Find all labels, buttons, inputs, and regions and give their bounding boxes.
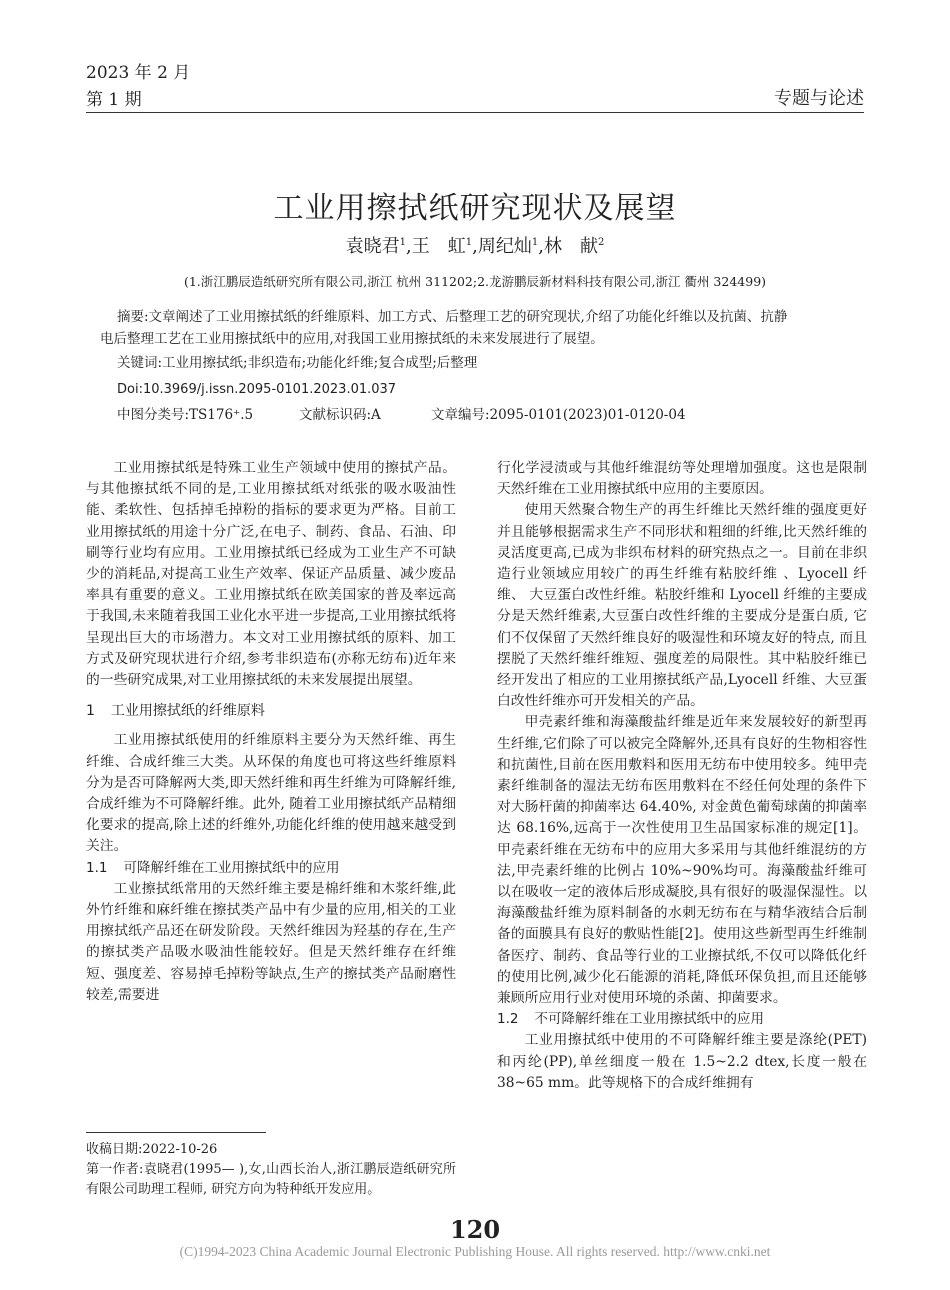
issue-number: 第 1 期 (86, 90, 142, 110)
author-name: 袁晓君 (345, 236, 400, 257)
received-date: 收稿日期:2022-10-26 (86, 1142, 218, 1157)
doi: Doi:10.3969/j.issn.2095-0101.2023.01.037 (117, 382, 397, 397)
abstract-line: 摘要:文章阐述了工业用擦拭纸的纤维原料、加工方式、后整理工艺的研究现状,介绍了功能化纤维以及抗菌、抗静 (117, 309, 788, 325)
subsection-number: 1.2 (497, 1011, 519, 1028)
section-label: 专题与论述 (774, 88, 864, 109)
subsection-title: 可降解纤维在工业用擦拭纸中的应用 (123, 859, 340, 876)
abstract-line: 电后整理工艺在工业用擦拭纸中的应用,对我国工业用擦拭纸的未来发展进行了展望。 (100, 331, 604, 347)
author-list: 袁晓君$^1$,王 虹$^1$,周纪灿$^1$,林 献$^2$ (345, 236, 605, 257)
subsection-heading (86, 858, 456, 879)
author-affil-mark: 1 (465, 237, 473, 248)
right-column (497, 458, 867, 1094)
body-paragraph: 工业擦拭纸常用的天然纤维主要是棉纤维和木浆纤维,此外竹纤维和麻纤维在擦拭类产品中有少量的应用,相关的工业用擦拭纸产品还在研发阶段。天然纤维因为羟基的存在,生产的擦拭类产品吸水吸油性能较好。但是天然纤维存在纤维短、强度差、容易掉毛掉粉等缺点,生产的擦拭类产品耐磨性较差,需要进 (86, 880, 456, 1003)
article-number: 文章编号:2095-0101(2023)01-0120-04 (431, 407, 686, 423)
keywords: 关键词:工业用擦拭纸;非织造布;功能化纤维;复合成型;后整理 (117, 355, 478, 371)
clc-number: 中图分类号:TS176⁺.5 (117, 407, 254, 423)
subsection-title: 不可降解纤维在工业用擦拭纸中的应用 (534, 1011, 764, 1028)
journal-header (86, 60, 190, 114)
author-name: 周纪灿 (477, 236, 532, 257)
header-divider (86, 112, 864, 113)
author-bio: 第一作者:袁晓君(1995— ),女,山西长治人,浙江鹏辰造纸研究所有限公司助理工程师, 研究方向为特种纸开发应用。 (86, 1162, 456, 1197)
affiliations: (1.浙江鹏辰造纸研究所有限公司,浙江 杭州 311202;2.龙游鹏辰新材料科技有限公司,浙江 衢州 324499) (183, 274, 767, 289)
section-number: 1 (86, 703, 95, 720)
abstract (100, 306, 869, 350)
subsection-heading (497, 1009, 867, 1030)
body-paragraph: 工业用擦拭纸使用的纤维原料主要分为天然纤维、再生纤维、合成纤维三大类。从环保的角度也可将这些纤维原料分为是否可降解两大类,即天然纤维和再生纤维为可降解纤维, 合成纤维为不可降解纤维。此外, 随着工业用擦拭纸产品精细化要求的提高,除上述的纤维外,功能化纤维的使用越来越受到关注。 (86, 732, 456, 855)
section-title: 工业用擦拭纸的纤维原料 (110, 703, 265, 720)
body-paragraph: 甲壳素纤维和海藻酸盐纤维是近年来发展较好的新型再生纤维,它们除了可以被完全降解外,还具有良好的生物相容性和抗菌性,目前在医用敷料和医用无纺布中使用较多。纯甲壳素纤维制备的湿法无纺布医用敷料在不经任何处理的条件下对大肠杆菌的抑菌率达 64.40%, 对金黄色葡萄球菌的抑菌率达 68.16%,远高于一次性使用卫生品国家标准的规定[1]。甲壳素纤维在无纺布中的应用大多采用与其他纤维混纺的方法,甲壳素纤维的比例占 10%~90%均可。海藻酸盐纤维可以在吸收一定的液体后形成凝胶,具有很好的吸湿保湿性。以海藻酸盐纤维为原料制备的水刺无纺布在与精华液结合后制备的面膜具有良好的敷贴性能[2]。使用这些新型再生纤维制备医疗、制药、食品等行业的工业擦拭纸,不仅可以降低化纤的使用比例,减少化石能源的消耗,降低环保负担,而且还能够兼顾所应用行业对使用环境的杀菌、抑菌要求。 (497, 714, 867, 1007)
article-title: 工业用擦拭纸研究现状及展望 (273, 191, 677, 226)
author-name: 王 虹 (411, 236, 466, 257)
body-paragraph: 工业用擦拭纸中使用的不可降解纤维主要是涤纶(PET)和丙纶(PP),单丝细度一般在 1.5~2.2 dtex,长度一般在 38~65 mm。此等规格下的合成纤维拥有 (497, 1032, 867, 1091)
issue-date: 2023 年 2 月 (86, 63, 191, 83)
copyright-notice: (C)1994-2023 China Academic Journal Electronic Publishing House. All rights reserved. http://www.cnki.net (179, 1244, 771, 1259)
author-affil-mark: 1 (531, 237, 539, 248)
classification-line (117, 404, 869, 426)
body-paragraph: 行化学浸渍或与其他纤维混纺等处理增加强度。这也是限制天然纤维在工业用擦拭纸中应用的主要原因。 (497, 460, 867, 498)
section-heading (86, 701, 456, 722)
body-paragraph: 使用天然聚合物生产的再生纤维比天然纤维的强度更好并且能够根据需求生产不同形状和粗细的纤维,比天然纤维的灵活度更高,已成为非织布材料的研究热点之一。目前在非织造行业领域应用较广的再生纤维有粘胶纤维 、Lyocell 纤维、 大豆蛋白改性纤维。粘胶纤维和 Lyocell 纤维的主要成分是天然纤维素,大豆蛋白改性纤维的主要成分是蛋白质, 它们不仅保留了天然纤维良好的吸湿性和环境友好的特点, 而且摆脱了天然纤维纤维短、强度差的局限性。其中粘胶纤维已经开发出了相应的工业用擦拭纸产品,Lyocell 纤维、大豆蛋白改性纤维亦可开发相关的产品。 (497, 502, 867, 710)
footnote (86, 1140, 456, 1200)
page-number: 120 (449, 1215, 501, 1244)
intro-paragraph: 工业用擦拭纸是特殊工业生产领域中使用的擦拭产品。与其他擦拭纸不同的是,工业用擦拭纸对纸张的吸水吸油性能、柔软性、包括掉毛掉粉的指标的要求更为严格。目前工业用擦拭纸的用途十分广泛,在电子、制药、食品、石油、印刷等行业均有应用。工业用擦拭纸已经成为工业生产不可缺少的消耗品,对提高工业生产效率、保证产品质量、减少废品率具有重要的意义。工业用擦拭纸在欧美国家的普及率远高于我国,未来随着我国工业化水平进一步提高,工业用擦拭纸将呈现出巨大的市场潜力。本文对工业用擦拭纸的原料、加工方式及研究现状进行介绍,参考非织造布(亦称无纺布)近年来的一些研究成果,对工业用擦拭纸的未来发展提出展望。 (86, 460, 456, 689)
author-affil-mark: 2 (597, 237, 605, 248)
subsection-number: 1.1 (86, 859, 108, 876)
author-affil-mark: 1 (399, 237, 407, 248)
left-column (86, 458, 456, 1006)
author-name: 林 献 (543, 236, 598, 257)
footnote-divider (86, 1132, 266, 1133)
document-code: 文献标识码:A (299, 407, 381, 423)
